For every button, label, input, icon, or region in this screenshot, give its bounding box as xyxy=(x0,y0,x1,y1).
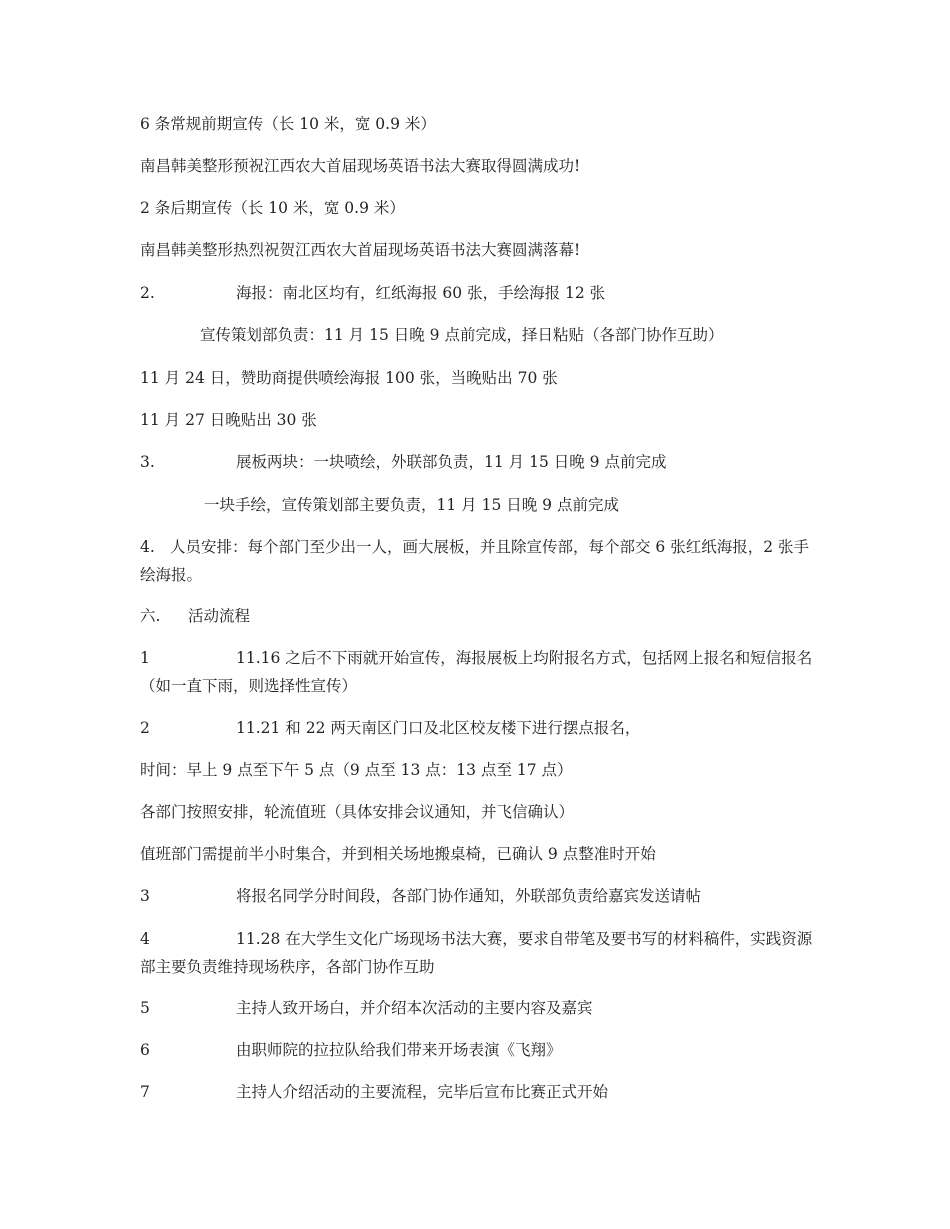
step-text: 主持人介绍活动的主要流程，完毕后宣布比赛正式开始 xyxy=(236,1083,609,1101)
step-number: 4 xyxy=(140,930,150,948)
step-number: 1 xyxy=(140,649,150,667)
list-number: 2. xyxy=(140,284,155,302)
flow-step-3 xyxy=(140,882,820,910)
paragraph-duty-rotation: 各部门按照安排，轮流值班（具体安排会议通知，并飞信确认） xyxy=(140,803,575,821)
step-number: 2 xyxy=(140,719,150,737)
paragraph-display-boards xyxy=(140,448,820,476)
paragraph-posters-later: 11 月 27 日晚贴出 30 张 xyxy=(140,411,317,429)
list-number: 3. xyxy=(140,453,155,471)
flow-step-4 xyxy=(140,925,820,981)
section-heading-activity-flow xyxy=(140,602,820,630)
step-text: 11.21 和 22 两天南区门口及北区校友楼下进行摆点报名， xyxy=(236,719,641,737)
step-number: 6 xyxy=(140,1041,150,1059)
section-title: 活动流程 xyxy=(188,607,251,625)
step-number: 7 xyxy=(140,1083,150,1101)
step-number: 5 xyxy=(140,999,150,1017)
paragraph-handdrawn-board: 一块手绘，宣传策划部主要负责，11 月 15 日晚 9 点前完成 xyxy=(204,496,619,514)
flow-step-7 xyxy=(140,1078,820,1106)
paragraph-signup-time: 时间：早上 9 点至下午 5 点（9 点至 13 点：13 点至 17 点） xyxy=(140,761,573,779)
paragraph-sponsor-posters: 11 月 24 日，赞助商提供喷绘海报 100 张，当晚贴出 70 张 xyxy=(140,369,558,387)
list-number: 4. xyxy=(140,538,155,556)
step-number: 3 xyxy=(140,887,150,905)
paragraph-duty-assembly: 值班部门需提前半小时集合，并到相关场地搬桌椅，已确认 9 点整准时开始 xyxy=(140,845,656,863)
flow-step-5 xyxy=(140,994,820,1022)
section-number: 六. xyxy=(140,607,161,625)
paragraph-banner-pre-slogan: 南昌韩美整形预祝江西农大首届现场英语书法大赛取得圆满成功! xyxy=(140,157,581,175)
flow-step-1 xyxy=(140,644,820,700)
step-text: 11.16 之后不下雨就开始宣传，海报展板上均附报名方式，包括网上报名和短信报名（如一直下雨，则选择性宣传） xyxy=(140,649,813,695)
step-text: 主持人致开场白，并介绍本次活动的主要内容及嘉宾 xyxy=(236,999,593,1017)
paragraph-banner-pre: 6 条常规前期宣传（长 10 米，宽 0.9 米） xyxy=(140,115,436,133)
list-text: 展板两块：一块喷绘，外联部负责，11 月 15 日晚 9 点前完成 xyxy=(236,453,667,471)
paragraph-poster-duty: 宣传策划部负责：11 月 15 日晚 9 点前完成，择日粘贴（各部门协作互助） xyxy=(200,326,724,344)
flow-step-2 xyxy=(140,714,820,742)
step-text: 由职师院的拉拉队给我们带来开场表演《飞翔》 xyxy=(236,1041,562,1059)
paragraph-staffing xyxy=(140,533,820,589)
paragraph-banner-post: 2 条后期宣传（长 10 米，宽 0.9 米） xyxy=(140,199,405,217)
list-text: 人员安排：每个部门至少出一人，画大展板，并且除宣传部，每个部交 6 张红纸海报，2 张手绘海报。 xyxy=(140,538,810,584)
list-text: 海报：南北区均有，红纸海报 60 张，手绘海报 12 张 xyxy=(236,284,606,302)
flow-step-6 xyxy=(140,1036,820,1064)
paragraph-banner-post-slogan: 南昌韩美整形热烈祝贺江西农大首届现场英语书法大赛圆满落幕! xyxy=(140,241,581,259)
step-text: 11.28 在大学生文化广场现场书法大赛，要求自带笔及要书写的材料稿件，实践资源部主要负责维持现场秩序，各部门协作互助 xyxy=(140,930,813,976)
step-text: 将报名同学分时间段，各部门协作通知，外联部负责给嘉宾发送请帖 xyxy=(236,887,702,905)
paragraph-posters xyxy=(140,279,820,307)
